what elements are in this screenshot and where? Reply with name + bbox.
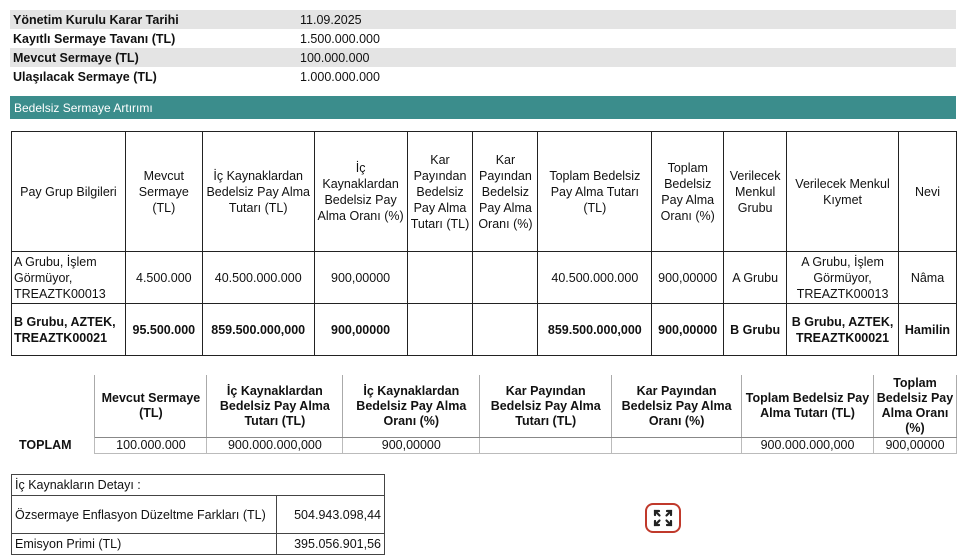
- column-header: Pay Grup Bilgileri: [12, 132, 126, 252]
- table-cell: 900.000.000,000: [207, 438, 343, 454]
- info-value: 11.09.2025: [300, 12, 362, 27]
- section-title: Bedelsiz Sermaye Artırımı: [10, 96, 956, 119]
- column-header: İç Kaynaklardan Bedelsiz Pay Alma Oranı (%): [314, 132, 407, 252]
- column-header: Verilecek Menkul Kıymet: [787, 132, 899, 252]
- table-cell: 859.500.000,000: [538, 304, 652, 356]
- table-cell: 900,00000: [873, 438, 956, 454]
- table-cell: [480, 438, 612, 454]
- info-row-target-capital: [10, 67, 956, 86]
- detail-label: Özsermaye Enflasyon Düzeltme Farkları (TL): [12, 496, 277, 534]
- detail-value: 504.943.098,44: [277, 496, 385, 534]
- table-cell: Hamilin: [898, 304, 956, 356]
- internal-resources-detail-table: [11, 474, 385, 555]
- table-cell: 40.500.000.000: [202, 252, 314, 304]
- column-header: İç Kaynaklardan Bedelsiz Pay Alma Tutarı (TL): [207, 375, 343, 438]
- column-header: Toplam Bedelsiz Pay Alma Oranı (%): [873, 375, 956, 438]
- table-cell: 100.000.000: [95, 438, 207, 454]
- expand-button[interactable]: [645, 503, 681, 533]
- table-cell: B Grubu, AZTEK, TREAZTK00021: [12, 304, 126, 356]
- column-header: İç Kaynaklardan Bedelsiz Pay Alma Tutarı (TL): [202, 132, 314, 252]
- column-header: Toplam Bedelsiz Pay Alma Tutarı (TL): [742, 375, 874, 438]
- table-cell: 859.500.000,000: [202, 304, 314, 356]
- table-cell: 900,00000: [652, 252, 724, 304]
- info-row-current-capital: [10, 48, 956, 67]
- info-label: Mevcut Sermaye (TL): [13, 50, 139, 65]
- detail-title: İç Kaynakların Detayı :: [12, 475, 385, 496]
- table-cell: [473, 252, 538, 304]
- column-header: Kar Payından Bedelsiz Pay Alma Tutarı (TL): [407, 132, 473, 252]
- table-header-row: [11, 375, 957, 438]
- table-cell: B Grubu, AZTEK, TREAZTK00021: [787, 304, 899, 356]
- info-value: 1.500.000.000: [300, 31, 380, 46]
- column-header: Toplam Bedelsiz Pay Alma Oranı (%): [652, 132, 724, 252]
- table-header-row: [12, 132, 957, 252]
- column-header: Mevcut Sermaye (TL): [125, 132, 202, 252]
- table-cell: A Grubu: [724, 252, 787, 304]
- table-row: [12, 304, 957, 356]
- detail-label: Emisyon Primi (TL): [12, 534, 277, 555]
- table-cell: B Grubu: [724, 304, 787, 356]
- column-header: Nevi: [898, 132, 956, 252]
- info-label: Ulaşılacak Sermaye (TL): [13, 69, 157, 84]
- table-cell: [473, 304, 538, 356]
- totals-label: TOPLAM: [19, 438, 72, 452]
- totals-row: [11, 438, 957, 454]
- column-header: Verilecek Menkul Grubu: [724, 132, 787, 252]
- info-row-registered-capital: [10, 29, 956, 48]
- info-label: Yönetim Kurulu Karar Tarihi: [13, 12, 179, 27]
- info-value: 100.000.000: [300, 50, 370, 65]
- table-cell: 900,00000: [314, 252, 407, 304]
- table-cell: 95.500.000: [125, 304, 202, 356]
- totals-table: [11, 375, 957, 454]
- info-row-decision-date: [10, 10, 956, 29]
- empty-header-cell: [11, 375, 95, 438]
- column-header: Mevcut Sermaye (TL): [95, 375, 207, 438]
- column-header: İç Kaynaklardan Bedelsiz Pay Alma Oranı (%): [343, 375, 480, 438]
- table-cell: A Grubu, İşlem Görmüyor, TREAZTK00013: [12, 252, 126, 304]
- share-group-table: [11, 131, 957, 356]
- table-row: [12, 496, 385, 534]
- table-cell: [407, 252, 473, 304]
- table-cell: 900,00000: [652, 304, 724, 356]
- table-row: [12, 534, 385, 555]
- column-header: Kar Payından Bedelsiz Pay Alma Oranı (%): [612, 375, 742, 438]
- table-cell: 4.500.000: [125, 252, 202, 304]
- table-cell: A Grubu, İşlem Görmüyor, TREAZTK00013: [787, 252, 899, 304]
- expand-icon: [647, 505, 679, 531]
- column-header: Kar Payından Bedelsiz Pay Alma Oranı (%): [473, 132, 538, 252]
- detail-value: 395.056.901,56: [277, 534, 385, 555]
- column-header: Kar Payından Bedelsiz Pay Alma Tutarı (TL): [480, 375, 612, 438]
- table-cell: 40.500.000.000: [538, 252, 652, 304]
- table-cell: 900.000.000,000: [742, 438, 874, 454]
- column-header: Toplam Bedelsiz Pay Alma Tutarı (TL): [538, 132, 652, 252]
- table-cell: [407, 304, 473, 356]
- table-row: [12, 252, 957, 304]
- table-cell: 900,00000: [314, 304, 407, 356]
- info-label: Kayıtlı Sermaye Tavanı (TL): [13, 31, 176, 46]
- table-cell: Nâma: [898, 252, 956, 304]
- resolution-info: [10, 10, 956, 86]
- detail-caption-row: [12, 475, 385, 496]
- table-cell: 900,00000: [343, 438, 480, 454]
- info-value: 1.000.000.000: [300, 69, 380, 84]
- table-cell: [612, 438, 742, 454]
